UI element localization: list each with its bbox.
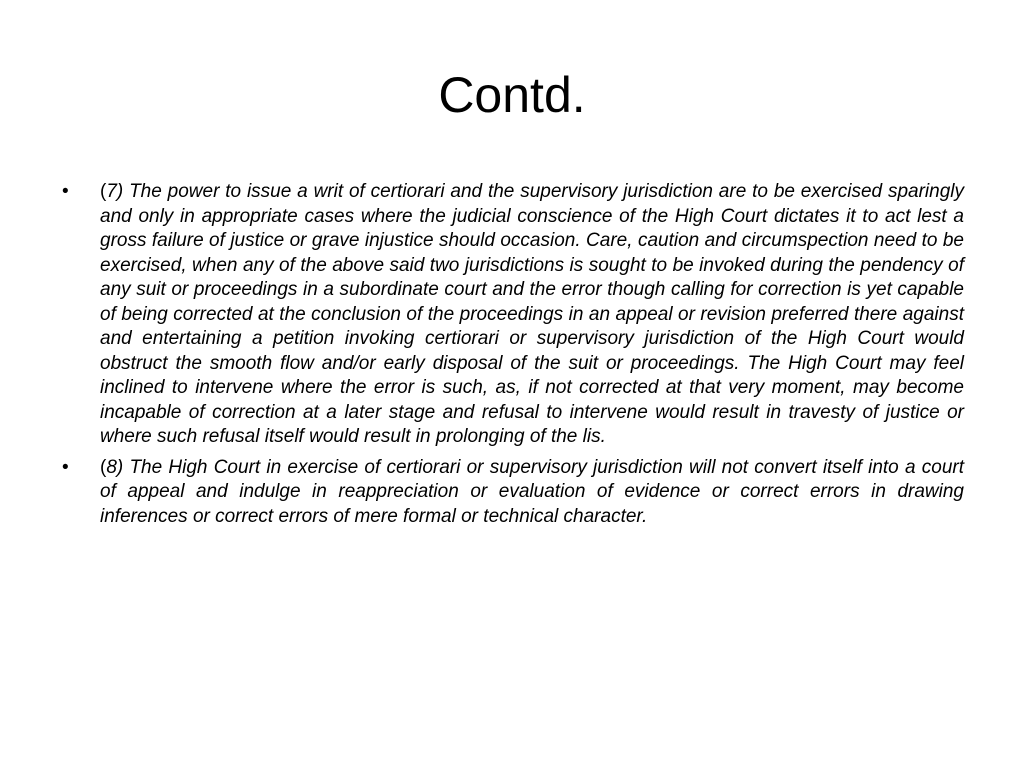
bullet-text: 8) The High Court in exercise of certiorari or supervisory jurisdiction will not convert itself into a court of appeal and indulge in reappreciation or evaluation of evidence or correct errors in drawing inferences or correct errors of mere formal or technical character. — [100, 456, 964, 527]
bullet-item-8 — [62, 456, 964, 530]
bullet-open-paren: ( — [100, 456, 107, 478]
bullet-open-paren: ( — [100, 181, 107, 202]
bullet-text: 7) The power to issue a writ of certiorari and the supervisory jurisdiction are to be exercised sparingly and only in appropriate cases where the judicial conscience of the High Court dictates it to act lest a gross failure of justice or grave injustice should occasion. Care, caution and circumspection need to be exercised, when any of the above said two jurisdictions is sought to be invoked during the pendency of any suit or proceedings in a subordinate court and the error though calling for correction is yet capable of being corrected at the conclusion of the proceedings in an appeal or revision preferred there against and entertaining a petition invoking certiorari or supervisory jurisdiction of the High Court would obstruct the smooth flow and/or early disposal of the suit or proceedings. The High Court may feel inclined to intervene where the error is such, as, if not corrected at that very moment, may become incapable of correction at a later stage and refusal to intervene would result in travesty of justice or where such refusal itself would result in prolonging of the lis. — [100, 181, 964, 447]
bullet-item-7 — [62, 180, 964, 450]
bullet-marker: • — [62, 181, 69, 202]
slide-title: Contd. — [438, 67, 586, 123]
bullet-marker: • — [62, 456, 69, 478]
slide-content — [62, 180, 964, 535]
